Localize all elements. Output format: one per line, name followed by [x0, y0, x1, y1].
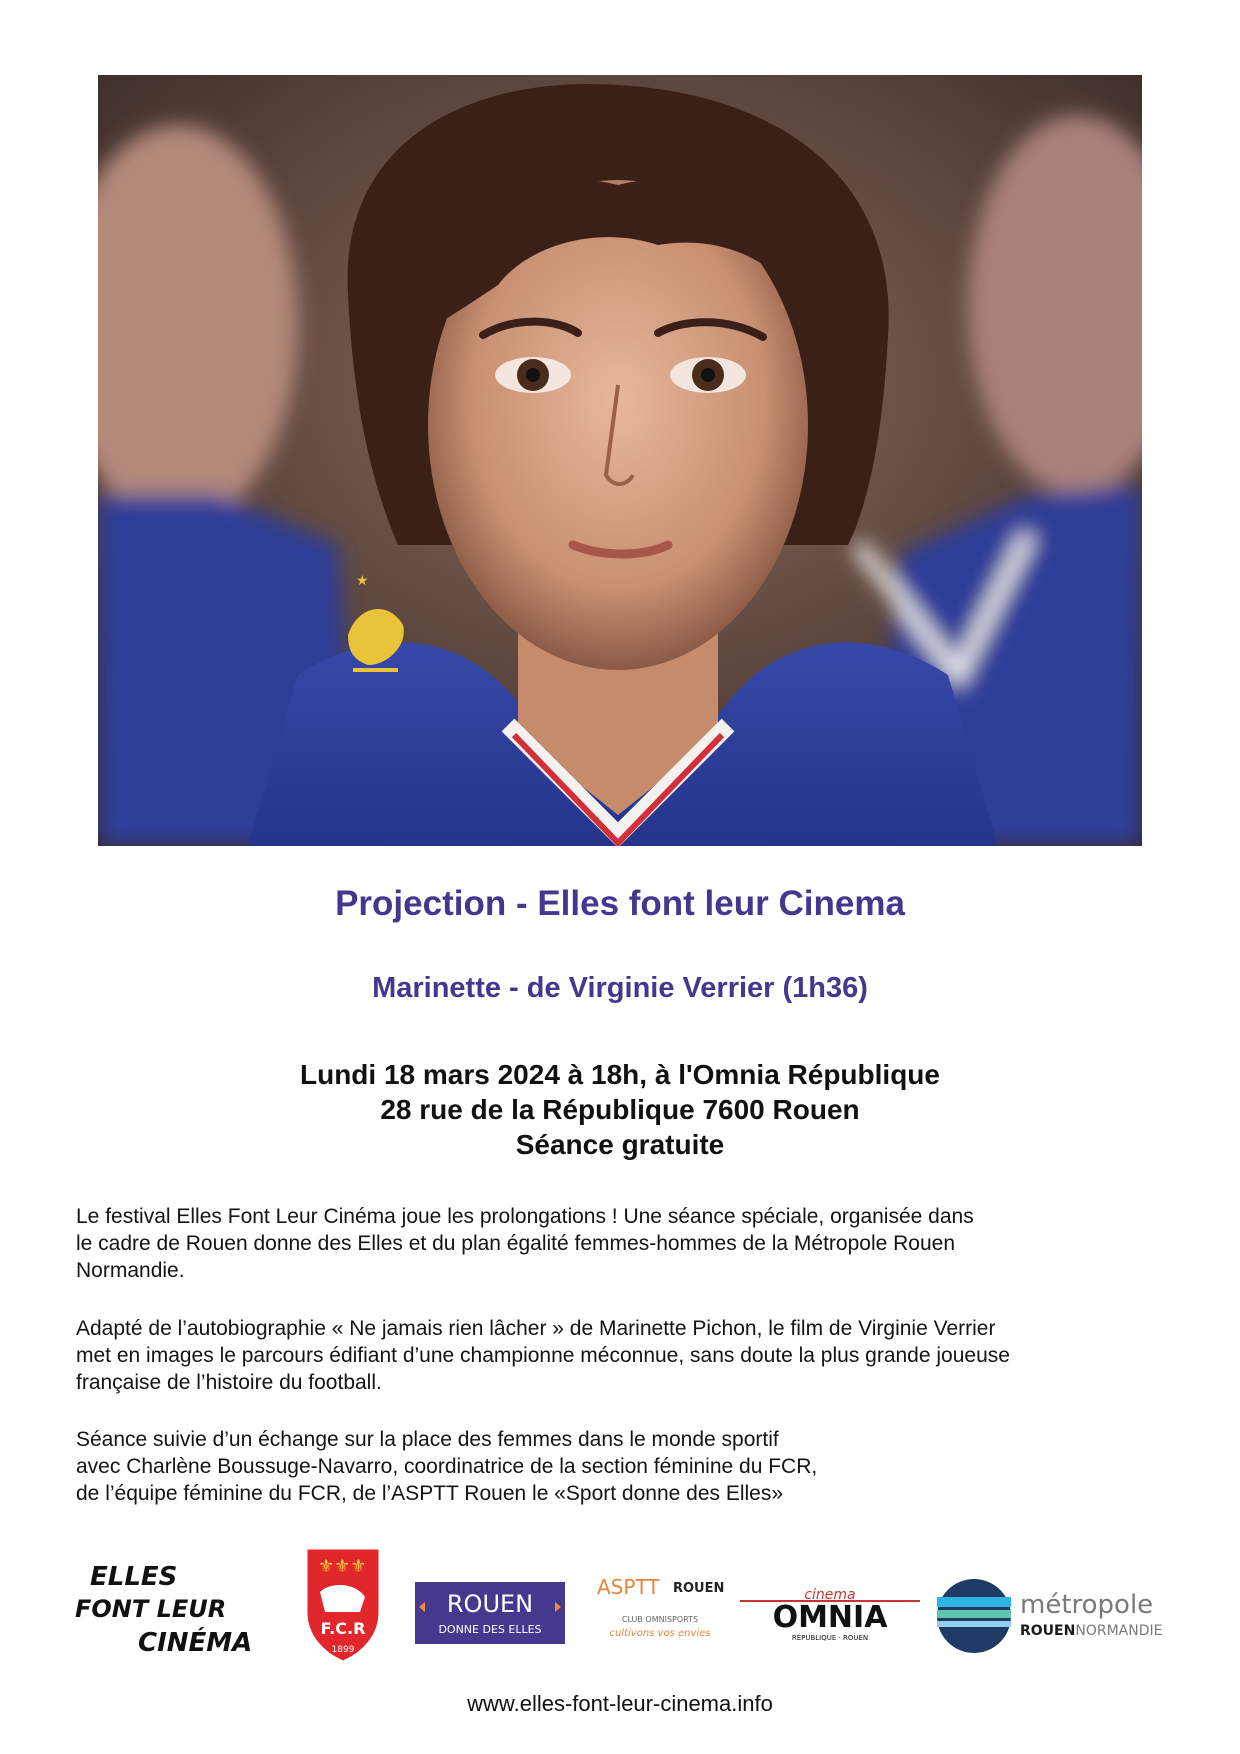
- text-line: Normandie.: [76, 1259, 185, 1282]
- logo-text: OMNIA: [772, 1600, 888, 1635]
- website-link[interactable]: www.elles-font-leur-cinema.info: [467, 1691, 773, 1716]
- text-line: met en images le parcours édifiant d’une championne méconnue, sans doute la plus grande joueuse: [76, 1344, 1010, 1367]
- svg-text:★: ★: [356, 573, 369, 589]
- logo-text: RÉPUBLIQUE · ROUEN: [791, 1634, 869, 1642]
- logo-text: ROUEN: [446, 1590, 534, 1618]
- text-line: Adapté de l’autobiographie « Ne jamais rien lâcher » de Marinette Pichon, le film de Virginie Verrier: [76, 1317, 996, 1340]
- logo-text: cultivons vos envies: [609, 1628, 711, 1639]
- logo-text: CLUB OMNISPORTS: [621, 1615, 699, 1624]
- cinema-omnia-logo: [735, 1585, 925, 1645]
- event-price: Séance gratuite: [515, 1129, 725, 1160]
- logo-text: ROUEN: [673, 1581, 725, 1596]
- logo-text: ELLES: [90, 1562, 178, 1592]
- logo-text: DONNE DES ELLES: [438, 1623, 542, 1636]
- text-line: française de l’histoire du football.: [76, 1371, 382, 1394]
- description-paragraph-1: [76, 1203, 1166, 1284]
- text-line: de l’équipe féminine du FCR, de l’ASPTT Rouen le «Sport donne des Elles»: [76, 1482, 784, 1505]
- logo-text: cinema: [804, 1587, 856, 1603]
- text-line: Le festival Elles Font Leur Cinéma joue les prolongations ! Une séance spéciale, organisée dans: [76, 1205, 974, 1228]
- rouen-donne-des-elles-logo: [415, 1582, 565, 1644]
- logo-text: ASPTT: [597, 1575, 660, 1599]
- text-line: le cadre de Rouen donne des Elles et du plan égalité femmes-hommes de la Métropole Rouen: [76, 1232, 956, 1255]
- asptt-rouen-logo: [595, 1570, 725, 1650]
- hero-image: [98, 75, 1142, 846]
- logo-text: 1899: [331, 1645, 355, 1655]
- description-paragraph-2: [76, 1315, 1166, 1396]
- elles-font-leur-cinema-logo: [70, 1555, 270, 1665]
- logo-text: ROUEN: [1020, 1623, 1076, 1639]
- logo-text: CINÉMA: [138, 1628, 253, 1658]
- svg-text:⚜⚜⚜: ⚜⚜⚜: [318, 1556, 367, 1577]
- description-paragraph-3: [76, 1426, 1166, 1507]
- logo-text: métropole: [1020, 1590, 1154, 1620]
- fcr-crest-logo: [300, 1542, 386, 1664]
- logo-text: F.C.R: [320, 1619, 366, 1638]
- event-address: 28 rue de la République 7600 Rouen: [380, 1094, 860, 1125]
- svg-text:ROUENNORMANDIE: [1020, 1623, 1162, 1639]
- logo-text: FONT LEUR: [75, 1595, 227, 1623]
- event-title: Projection - Elles font leur Cinema: [335, 884, 905, 923]
- logo-text: NORMANDIE: [1075, 1623, 1163, 1639]
- metropole-rouen-normandie-logo: [935, 1577, 1165, 1655]
- film-title: Marinette - de Virginie Verrier (1h36): [372, 972, 868, 1004]
- event-datetime: Lundi 18 mars 2024 à 18h, à l'Omnia République: [300, 1059, 940, 1090]
- text-line: avec Charlène Boussuge-Navarro, coordinatrice de la section féminine du FCR,: [76, 1455, 818, 1478]
- text-line: Séance suivie d’un échange sur la place des femmes dans le monde sportif: [76, 1428, 779, 1451]
